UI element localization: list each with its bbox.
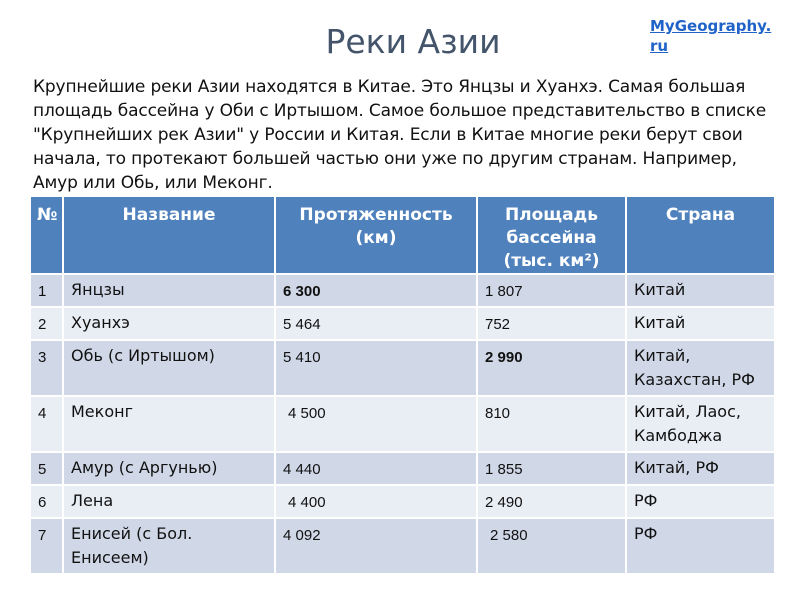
cell-country: Китай bbox=[626, 307, 774, 340]
cell-basin: 2 490 bbox=[477, 485, 626, 518]
site-logo-link[interactable] bbox=[650, 16, 790, 56]
cell-country: Китай, РФ bbox=[626, 452, 774, 485]
rivers-table bbox=[31, 197, 774, 573]
table-row bbox=[31, 518, 774, 573]
cell-country: Китай, Лаос, Камбоджа bbox=[626, 396, 774, 452]
header-length: Протяженность (км) bbox=[275, 197, 477, 274]
table-row bbox=[31, 396, 774, 452]
cell-num: 2 bbox=[31, 307, 63, 340]
cell-basin: 752 bbox=[477, 307, 626, 340]
header-basin: Площадь бассейна (тыс. км²) bbox=[477, 197, 626, 274]
cell-name: Хуанхэ bbox=[63, 307, 275, 340]
table-row bbox=[31, 485, 774, 518]
cell-num: 7 bbox=[31, 518, 63, 573]
header-name: Название bbox=[63, 197, 275, 274]
cell-length: 4 500 bbox=[275, 396, 477, 452]
cell-num: 3 bbox=[31, 340, 63, 396]
table-row bbox=[31, 274, 774, 307]
header-num: № bbox=[31, 197, 63, 274]
cell-country: РФ bbox=[626, 485, 774, 518]
cell-country: РФ bbox=[626, 518, 774, 573]
cell-basin: 1 807 bbox=[477, 274, 626, 307]
cell-length: 4 400 bbox=[275, 485, 477, 518]
cell-num: 6 bbox=[31, 485, 63, 518]
cell-length: 5 464 bbox=[275, 307, 477, 340]
cell-name: Енисей (с Бол. Енисеем) bbox=[63, 518, 275, 573]
cell-basin: 2 580 bbox=[477, 518, 626, 573]
cell-num: 4 bbox=[31, 396, 63, 452]
cell-basin: 1 855 bbox=[477, 452, 626, 485]
table-header-row bbox=[31, 197, 774, 274]
cell-country: Китай bbox=[626, 274, 774, 307]
logo-line-2: ru bbox=[650, 37, 669, 55]
cell-basin: 810 bbox=[477, 396, 626, 452]
intro-paragraph: Крупнейшие реки Азии находятся в Китае. Это Янцзы и Хуанхэ. Самая большая площадь бассейна у Оби с Иртышом. Самое большое представительство в списке "Крупнейших рек Азии" у России и Китая. Если в Китае многие реки берут свои начала, то протекают большей частью они уже по другим странам. Например, Амур или Обь, или Меконг. bbox=[33, 77, 767, 193]
cell-name: Янцзы bbox=[63, 274, 275, 307]
cell-num: 1 bbox=[31, 274, 63, 307]
cell-num: 5 bbox=[31, 452, 63, 485]
cell-name: Меконг bbox=[63, 396, 275, 452]
cell-length: 6 300 bbox=[275, 274, 477, 307]
cell-length: 4 092 bbox=[275, 518, 477, 573]
logo-line-1: MyGeography. bbox=[650, 17, 772, 35]
table-row bbox=[31, 452, 774, 485]
table-row bbox=[31, 307, 774, 340]
table-row bbox=[31, 340, 774, 396]
cell-country: Китай, Казахстан, РФ bbox=[626, 340, 774, 396]
cell-length: 4 440 bbox=[275, 452, 477, 485]
page-title: Реки Азии bbox=[325, 22, 501, 61]
cell-name: Лена bbox=[63, 485, 275, 518]
cell-name: Обь (с Иртышом) bbox=[63, 340, 275, 396]
cell-name: Амур (с Аргунью) bbox=[63, 452, 275, 485]
header-country: Страна bbox=[626, 197, 774, 274]
cell-length: 5 410 bbox=[275, 340, 477, 396]
cell-basin: 2 990 bbox=[477, 340, 626, 396]
